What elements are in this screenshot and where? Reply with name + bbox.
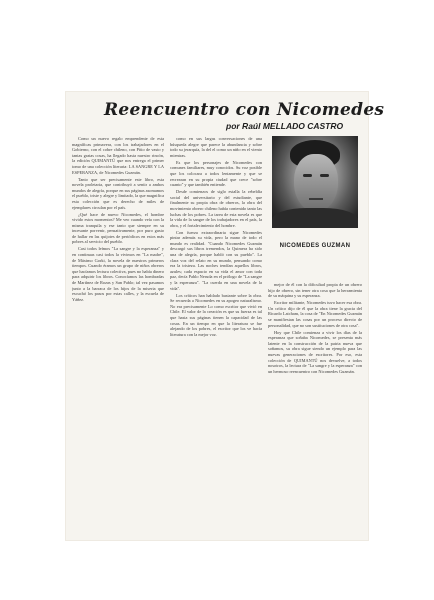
article-paragraph: mejor de él con la dificultad propia de un obrero hijo de obrero, sin tener otra cosa que la herramienta de su máquina y su esperanza. bbox=[268, 282, 362, 299]
article-column-1 bbox=[72, 136, 164, 536]
author-portrait-photo bbox=[272, 136, 358, 228]
article-byline: por Raúl MELLADO CASTRO bbox=[226, 121, 344, 131]
newspaper-clipping bbox=[66, 92, 385, 540]
article-paragraph: Es que los personajes de Nicomedes con comunes familiares, muy conocidos. Su voz posible que los colocara a todos lentamente y que se recrearan en su propia ciudad que crece "sobre cuanto" y que también entiende. bbox=[170, 159, 262, 188]
article-paragraph: Como un nuevo regalo emprendente de esta magníficas primavera, con los trabajadores en el Gobierno, con el cobre chileno, con Pitio de vasto y tantas gratas cosas, ha llegado hasta nuestro rincón, la edición QUIMANTÚ que nos entrega el primer tomo de una colección literaria: LA SANGRE Y LA ESPERANZA, de Nicomedes Guzmán. bbox=[72, 136, 164, 175]
article-headline: Reencuentro con Nicomedes bbox=[104, 100, 385, 120]
article-paragraph: Hoy que Chile comienza a vivir los días de la esperanza que soñaba Nicomedes, se presenta más latente en la construcción de la patria nueva que soñamos, su obra sigue siendo un ejemplo para las nuevas generaciones de escritores. Por eso, esta colección de QUIMANTÚ nos devuelve, a todos nosotros, la lectura de "La sangre y la esperanza" con un hermoso reencuentro con Nicomedes Guzmán. bbox=[268, 329, 362, 374]
article-paragraph: como en sus largas conversaciones de una búsqueda alegre que parece la abundancia y sobre todo su jerarquía, la del el como un niño en el viento mientras. bbox=[170, 136, 262, 158]
article-paragraph: Casi todos leímos "La sangre y la esperanza" y en continuas casi todos la vivimos en "La madre", de Máximo Gorki, la novela de nuestros primeros tiempos. Cuando éramos un grupo de niños obreros que hacíamos lectura colectiva, pues no había dinero para adquirir los libros. Conocíamos las hombradas de Martínez de Rozas y San Pablo; tal vez pasamos junto a la barraca de los hijos de la miseria que escuchó los pasos por estas calles, y la escuela de Yáñez. bbox=[72, 246, 164, 302]
article-paragraph: ¿Qué hace de nuevo Nicomedes, el hombre vivido estos momentos? Me veo cuando veía con la misma tranquila y ese tanto que siempre en su incesante porvenir, pensativamente, por puro gusto de hallar en las quijotes de periódicos en estos más pobres al servicio del pueblo. bbox=[72, 211, 164, 245]
article-paragraph: Escritor militante, Nicomedes tuvo hacer esa obra. Un crítico dijo de él que la obra tiene la gracia del Ricardo Latcham, la cosa de "En Nicomedes Guzmán se manifiestan las cosas por un proceso directo de personalidad, que no son sustituciones de otra cosa". bbox=[268, 300, 362, 328]
article-paragraph: Con fuerza extraordinaria sigue Nicomedes pintar además su vida, pero la mano de todo el mundo es realidad. "Cuando Nicomedes Guzmán descargó sus libros tremendos, la Quimera ha sido una de alegría, porque habló con su pueblo". La clara voz del relato en su mundo, pensando como era la tristeza. Las noches tendían aquellos libros, azules; cada espacio en su vida el amor con toda paz, decía Pablo Neruda en el prólogo de "La sangre y la esperanza". "La cuerda en una novela de la vida". bbox=[170, 229, 262, 291]
article-paragraph: Los críticos han hablado bastante sobre la obra. Se recuerda a Nicomedes en su apogeo naturalismo. No era precisamente Lo como escritor que vivió en Chile. El valor de la creación es que su fuerza es tal que hasta sus páginas tienen la capacidad de las cosas. En un tiempo en que la literatura se fue alejando de los pobres, el escritor que los ve hacía literatura con la mejor voz. bbox=[170, 292, 262, 337]
article-column-3 bbox=[268, 282, 362, 536]
article-paragraph: Desde comienzos de siglo estalla la rebeldía social del universitario y del estudiante, que finalmente su propia obra de obreros, la obra del movimiento obrero chileno había contenido tanto las luchas de los pobres. La tarea de esta novela es que la vida de la sangre de los trabajadores en el país, la obra, y el fortalecimiento del hombre. bbox=[170, 189, 262, 228]
article-paragraph: Tanto que ser precisamente este libro, esta novela proletaria, que contribuyó a sentir a ambos mundos de alegría, porque en sus páginas asomamos el pueblo, triste y alegre y limitado, la que magnifica esta colección que es derecho de miles de ejemplares circulan por el país. bbox=[72, 176, 164, 210]
photo-caption: NICOMEDES GUZMAN bbox=[279, 243, 351, 249]
article-column-2 bbox=[170, 136, 262, 536]
